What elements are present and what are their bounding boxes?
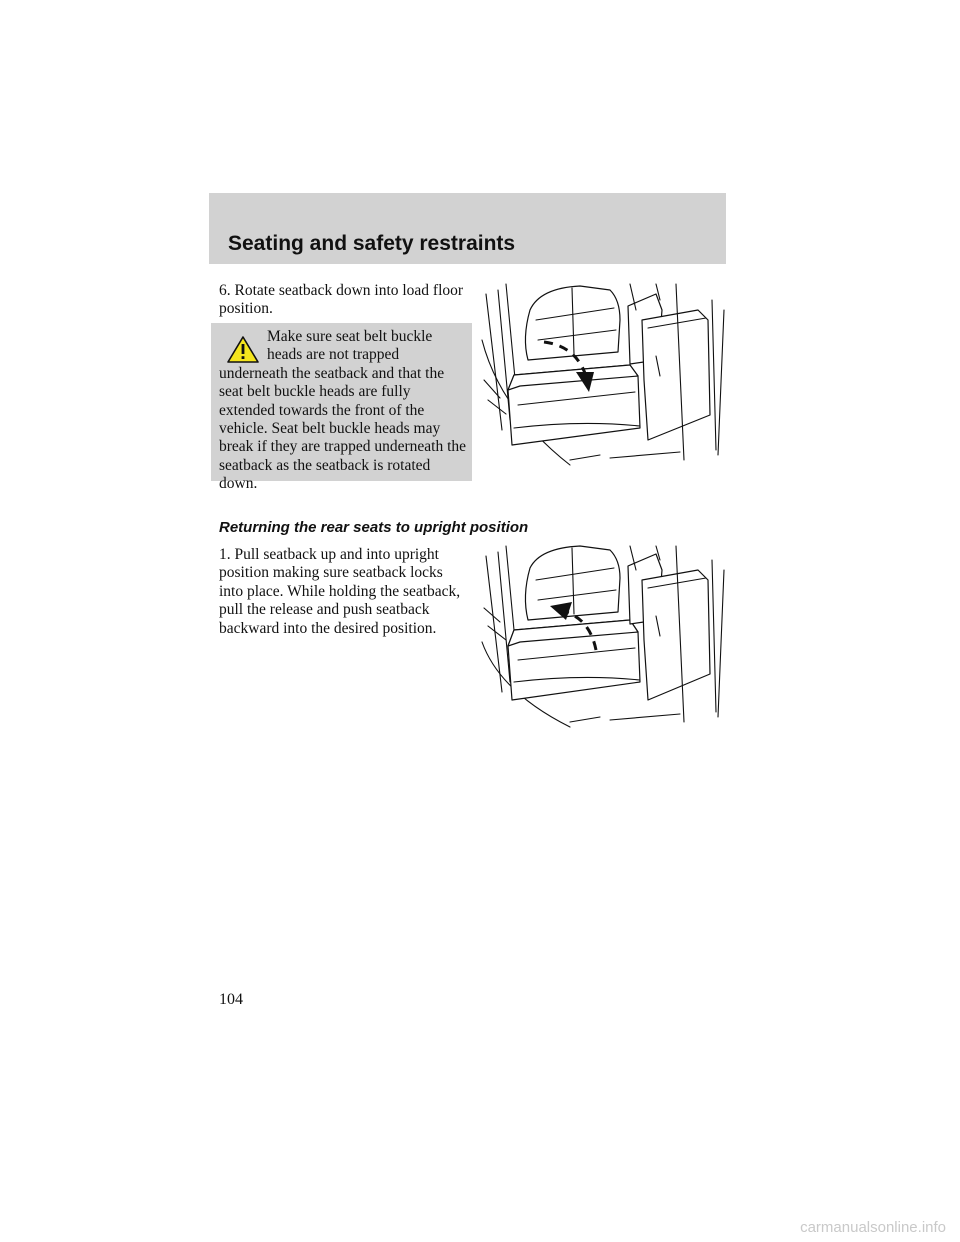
watermark-link[interactable]: carmanualsonline.info [800,1219,946,1236]
seat-raise-up-illustration [480,542,730,732]
seat-fold-down-arrow-icon [480,280,730,470]
warning-box [211,323,472,493]
seat-fold-down-illustration [480,280,730,470]
subheading: Returning the rear seats to upright position [219,519,529,536]
step-6-instruction: 6. Rotate seatback down into load floor position. [219,282,464,318]
warning-text-block [219,328,469,494]
warning-text: Make sure seat belt buckle heads are not trapped underneath the seatback and that the seat belt buckle heads are fully extended towards the front of the vehicle. Seat belt buckle heads may break if they are trapped underneath the seatback as the seatback is rotated down. [219,328,467,493]
page-number: 104 [219,991,243,1008]
step-1-instruction: 1. Pull seatback up and into upright position making sure seatback locks into place. While holding the seatback, pull the release and push seatback backward into the desired position. [219,546,461,637]
seat-raise-up-arrow-icon [480,542,730,732]
section-header-band [209,193,726,264]
section-title: Seating and safety restraints [228,232,516,255]
